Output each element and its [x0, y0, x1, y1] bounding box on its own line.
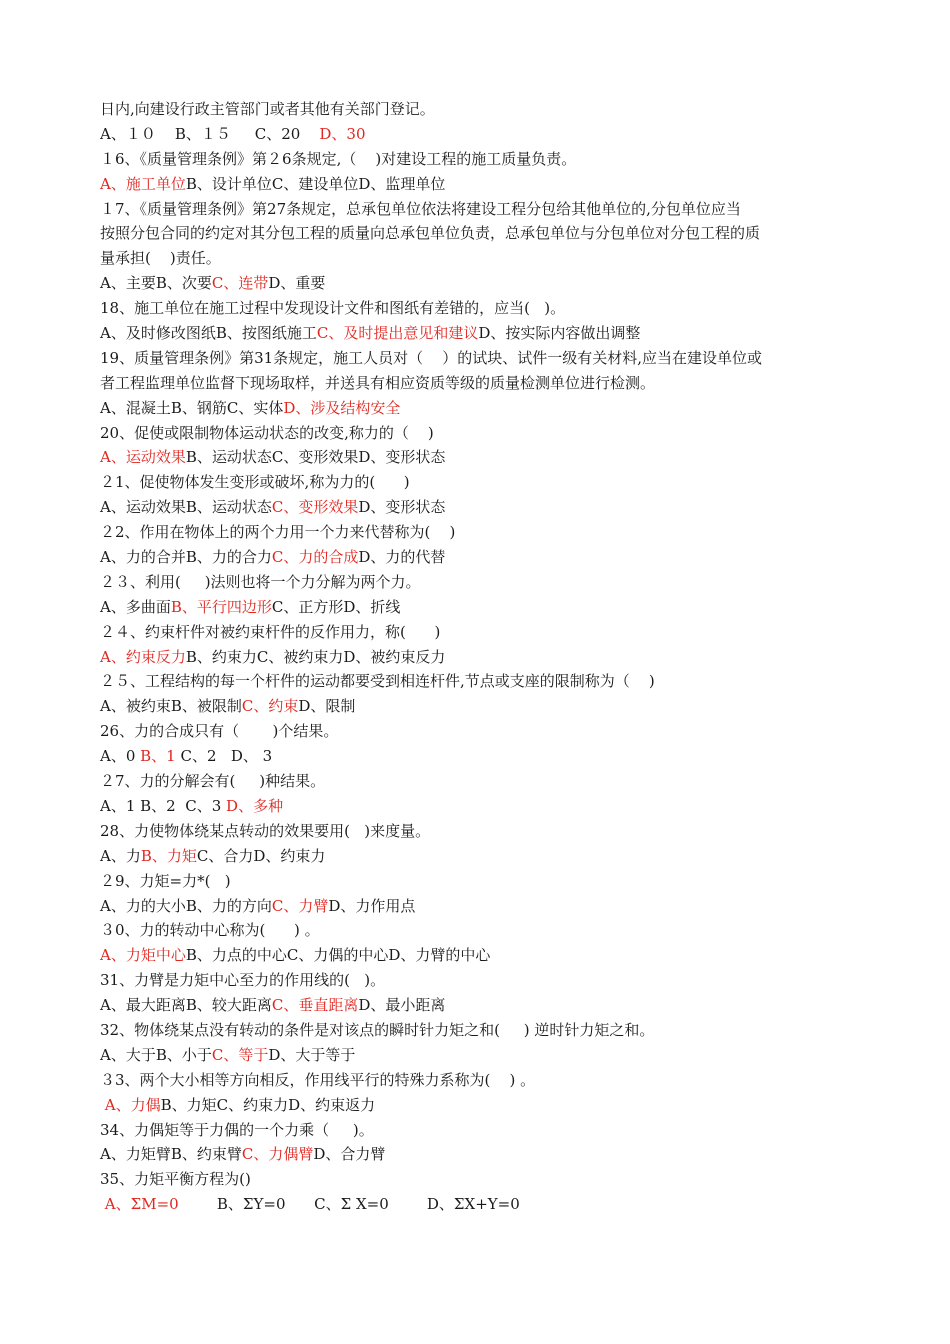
- line-text: A、大于B、小于: [100, 1045, 212, 1064]
- line-text: C、正方形D、折线: [271, 597, 401, 616]
- line-text: ３3、两个大小相等方向相反，作用线平行的特殊力系称为( ) 。: [100, 1070, 536, 1089]
- line-text: A、0: [100, 747, 141, 766]
- text-line: [100, 694, 852, 719]
- text-line: [100, 869, 852, 894]
- text-line: [100, 943, 852, 968]
- line-text: A、及时修改图纸B、按图纸施工: [100, 324, 317, 343]
- line-text: D、最小距离: [358, 996, 446, 1015]
- line-text: 者工程监理单位监督下现场取样，并送具有相应资质等级的质量检测单位进行检测。: [100, 373, 656, 392]
- line-text: １7、《质量管理条例》第27条规定，总承包单位依法将建设工程分包给其他单位的,分包单位应当: [100, 199, 741, 218]
- line-text: A、混凝土B、钢筋C、实体: [100, 398, 284, 417]
- line-text: B、设计单位C、建设单位D、监理单位: [185, 174, 446, 193]
- text-line: [100, 520, 852, 545]
- text-line: [100, 1043, 852, 1068]
- line-text: A、最大距离B、较大距离: [100, 996, 272, 1015]
- line-text: D、力的代替: [358, 548, 446, 567]
- answer-text: C、力的合成: [271, 548, 359, 567]
- text-line: [100, 172, 852, 197]
- answer-text: B、1: [140, 747, 176, 766]
- line-text: 日内,向建设行政主管部门或者其他有关部门登记。: [100, 100, 435, 118]
- line-text: 34、力偶矩等于力偶的一个力乘（ )。: [100, 1120, 374, 1139]
- text-line: [100, 421, 852, 446]
- line-text: 19、质量管理条例》第31条规定，施工人员对（ ）的试块、试件一级有关材料,应当在建设单位或: [100, 348, 763, 367]
- text-line: [100, 197, 852, 222]
- line-text: 28、力使物体绕某点转动的效果要用( )来度量。: [100, 821, 431, 840]
- line-text: B、力点的中心C、力偶的中心D、力臂的中心: [185, 946, 491, 965]
- line-text: D、变形状态: [358, 498, 446, 517]
- line-text: D、重要: [268, 274, 326, 293]
- line-text: D、大于等于: [268, 1045, 356, 1064]
- line-text: １6、《质量管理条例》第２6条规定,（ )对建设工程的施工质量负责。: [100, 149, 577, 168]
- line-text: ２2、作用在物体上的两个力用一个力来代替称为( ): [100, 523, 456, 542]
- text-line: [100, 97, 852, 122]
- answer-text: C、力偶臂: [241, 1145, 314, 1164]
- text-line: [100, 321, 852, 346]
- line-text: 18、施工单位在施工过程中发现设计文件和图纸有差错的，应当( )。: [100, 299, 566, 318]
- line-text: A、力的合并B、力的合力: [100, 548, 272, 567]
- answer-text: C、垂直距离: [271, 996, 359, 1015]
- text-line: [100, 719, 852, 744]
- line-text: C、2 D、 3: [175, 747, 273, 766]
- line-text: 26、力的合成只有（ )个结果。: [100, 722, 339, 741]
- text-line: [100, 495, 852, 520]
- line-text: A、１０ B、１５ C、20: [100, 124, 320, 143]
- text-line: [100, 993, 852, 1018]
- line-text: 按照分包合同的约定对其分包工程的质量向总承包单位负责，总承包单位与分包单位对分包工程的质: [100, 224, 761, 243]
- line-text: A、被约束B、被限制: [100, 697, 242, 716]
- text-line: [100, 296, 852, 321]
- answer-text: A、ΣM=0: [104, 1195, 179, 1214]
- answer-text: C、约束: [241, 697, 299, 716]
- answer-text: A、力矩中心: [100, 946, 186, 965]
- text-line: [100, 595, 852, 620]
- text-line: [100, 445, 852, 470]
- line-text: ２５、工程结构的每一个杆件的运动都要受到相连杆件,节点或支座的限制称为（ ): [100, 672, 655, 691]
- line-text: ２３、利用( )法则也将一个力分解为两个力。: [100, 572, 421, 591]
- text-line: [100, 844, 852, 869]
- text-line: [100, 1018, 852, 1043]
- line-text: A、力的大小B、力的方向: [100, 896, 272, 915]
- text-line: [100, 570, 852, 595]
- text-line: [100, 221, 852, 246]
- line-text: ２1、促使物体发生变形或破坏,称为力的( ): [100, 473, 410, 492]
- text-line: [100, 769, 852, 794]
- text-line: [100, 122, 852, 147]
- text-line: [100, 246, 852, 271]
- text-line: [100, 396, 852, 421]
- line-text: ２9、力矩=力*( ): [100, 871, 231, 890]
- answer-text: C、及时提出意见和建议: [316, 324, 479, 343]
- answer-text: D、多种: [226, 796, 284, 815]
- text-line: [100, 1118, 852, 1143]
- line-text: C、合力D、约束力: [196, 846, 326, 865]
- text-line: [100, 645, 852, 670]
- text-line: [100, 744, 852, 769]
- line-text: 20、促使或限制物体运动状态的改变,称力的（ ): [100, 423, 434, 442]
- answer-text: B、力矩: [140, 846, 197, 865]
- line-text: D、合力臂: [313, 1145, 386, 1164]
- line-text: A、主要B、次要: [100, 274, 212, 293]
- answer-text: A、施工单位: [100, 174, 186, 193]
- text-line: [100, 620, 852, 645]
- line-text: B、运动状态C、变形效果D、变形状态: [185, 448, 446, 467]
- text-line: [100, 1142, 852, 1167]
- line-text: 量承担( )责任。: [100, 249, 221, 268]
- line-text: D、限制: [298, 697, 356, 716]
- line-text: A、力: [100, 846, 141, 865]
- answer-text: C、等于: [211, 1045, 269, 1064]
- line-text: 31、力臂是力矩中心至力的作用线的( )。: [100, 971, 386, 990]
- line-text: B、ΣY=0 C、Σ X=0 D、ΣX+Y=0: [178, 1195, 520, 1214]
- answer-text: C、连带: [211, 274, 269, 293]
- text-line: [100, 968, 852, 993]
- line-text: B、力矩C、约束力D、约束返力: [160, 1095, 376, 1114]
- text-line: [100, 894, 852, 919]
- text-line: [100, 1192, 852, 1217]
- text-line: [100, 1068, 852, 1093]
- line-text: D、按实际内容做出调整: [478, 324, 641, 343]
- line-text: ３0、力的转动中心称为( ) 。: [100, 921, 320, 940]
- line-text: A、运动效果B、运动状态: [100, 498, 272, 517]
- answer-text: A、约束反力: [100, 647, 186, 666]
- text-line: [100, 1093, 852, 1118]
- line-text: 32、物体绕某点没有转动的条件是对该点的瞬时针力矩之和( ) 逆时针力矩之和。: [100, 1020, 655, 1039]
- text-line: [100, 147, 852, 172]
- line-text: D、力作用点: [328, 896, 416, 915]
- document-page: [100, 97, 852, 1217]
- text-line: [100, 819, 852, 844]
- line-text: A、1 B、2 C、3: [100, 796, 227, 815]
- answer-text: A、运动效果: [100, 448, 186, 467]
- answer-text: C、力臂: [271, 896, 329, 915]
- text-line: [100, 1167, 852, 1192]
- text-line: [100, 669, 852, 694]
- line-text: 35、力矩平衡方程为(): [100, 1170, 251, 1189]
- line-text: B、约束力C、被约束力D、被约束反力: [185, 647, 446, 666]
- text-line: [100, 371, 852, 396]
- text-line: [100, 346, 852, 371]
- answer-text: D、涉及结构安全: [283, 398, 401, 417]
- line-text: A、多曲面: [100, 597, 171, 616]
- answer-text: C、变形效果: [271, 498, 359, 517]
- line-text: ２7、力的分解会有( )种结果。: [100, 772, 326, 791]
- answer-text: A、力偶: [104, 1095, 161, 1114]
- text-line: [100, 918, 852, 943]
- answer-text: D、30: [319, 124, 366, 143]
- text-line: [100, 545, 852, 570]
- line-text: ２４、约束杆件对被约束杆件的反作用力，称( ): [100, 622, 441, 641]
- line-text: A、力矩臂B、约束臂: [100, 1145, 242, 1164]
- answer-text: B、平行四边形: [170, 597, 272, 616]
- text-line: [100, 271, 852, 296]
- text-line: [100, 794, 852, 819]
- text-line: [100, 470, 852, 495]
